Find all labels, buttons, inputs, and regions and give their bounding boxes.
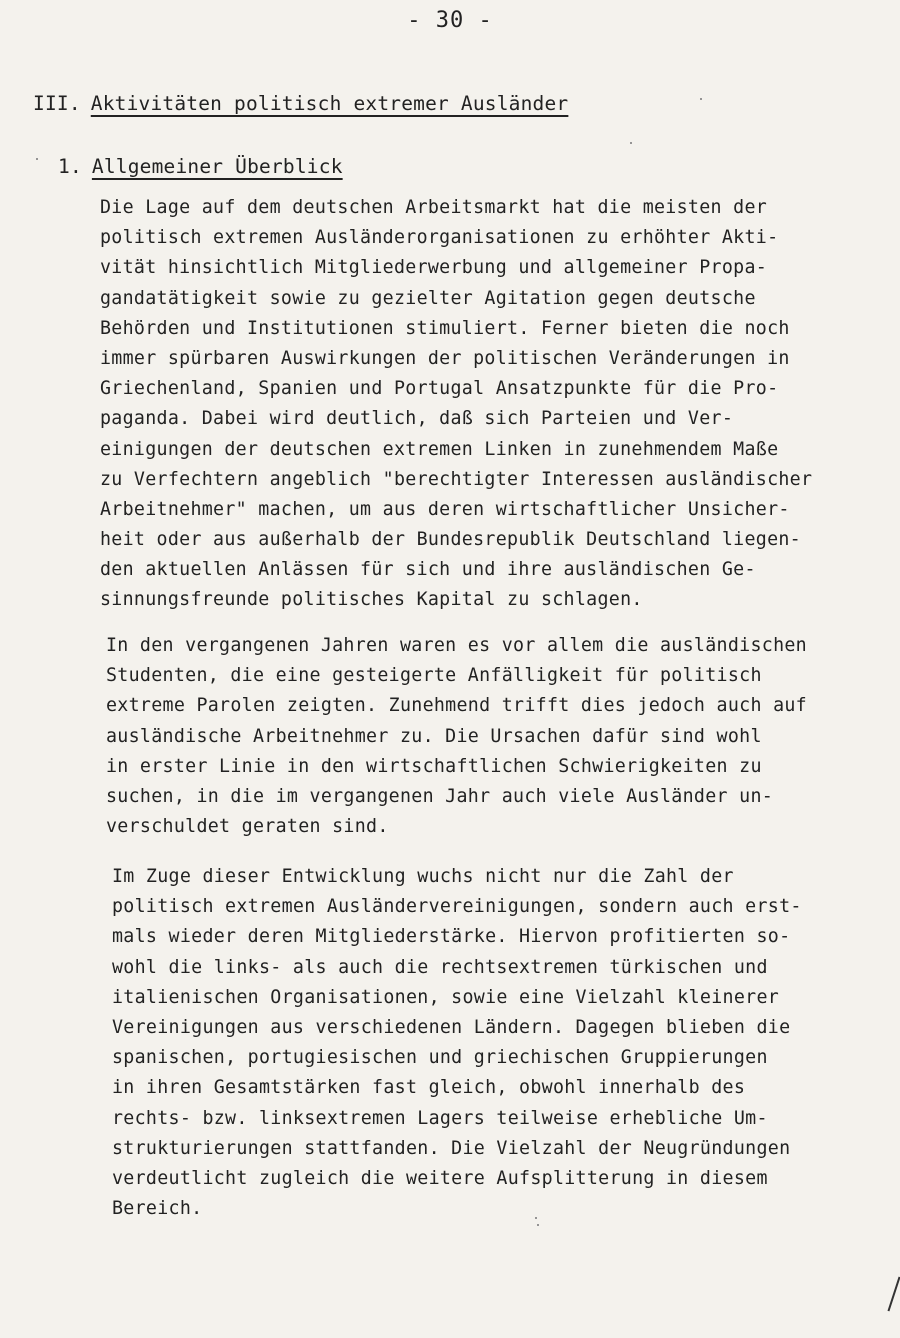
paragraph-line: vität hinsichtlich Mitgliederwerbung und allgemeiner Propa- [100, 257, 768, 279]
scan-speck [535, 1217, 537, 1219]
paragraph-line: Studenten, die eine gesteigerte Anfälligkeit für politisch [106, 665, 762, 687]
scan-speck [36, 158, 38, 160]
paragraph-line: in ihren Gesamtstärken fast gleich, obwohl innerhalb des [112, 1077, 746, 1099]
paragraph-line: Bereich. [112, 1198, 203, 1220]
paragraph-line: politisch extremen Ausländervereinigungen, sondern auch erst- [112, 896, 802, 918]
paragraph-line: Die Lage auf dem deutschen Arbeitsmarkt hat die meisten der [100, 197, 768, 218]
scan-speck [700, 98, 702, 100]
paragraph-line: ausländische Arbeitnehmer zu. Die Ursachen dafür sind wohl [106, 725, 762, 747]
paragraph-line: mals wieder deren Mitgliederstärke. Hiervon profitierten so- [112, 926, 791, 948]
subsection-heading [58, 155, 343, 178]
paragraph-line: sinnungsfreunde politisches Kapital zu schlagen. [100, 589, 643, 611]
section-number: III. [33, 92, 81, 115]
paragraph-line: In den vergangenen Jahren waren es vor allem die ausländischen [106, 635, 807, 656]
paragraph-3 [112, 862, 802, 1224]
subsection-number: 1. [58, 155, 82, 178]
paragraph-line: einigungen der deutschen extremen Linken in zunehmendem Maße [100, 438, 779, 460]
paragraph-line: Griechenland, Spanien und Portugal Ansatzpunkte für die Pro- [100, 378, 779, 400]
paragraph-line: rechts- bzw. linksextremen Lagers teilweise erhebliche Um- [112, 1107, 768, 1129]
subsection-title: Allgemeiner Überblick [91, 155, 343, 178]
paragraph-line: zu Verfechtern angeblich "berechtigter Interessen ausländischer [100, 468, 813, 490]
paragraph-line: politisch extremen Ausländerorganisationen zu erhöhter Akti- [100, 227, 779, 249]
paragraph-line: Vereinigungen aus verschiedenen Ländern. Dagegen blieben die [112, 1016, 791, 1038]
paragraph-line: immer spürbaren Auswirkungen der politischen Veränderungen in [100, 347, 790, 369]
paragraph-line: paganda. Dabei wird deutlich, daß sich Parteien und Ver- [100, 408, 734, 430]
paragraph-line: spanischen, portugiesischen und griechischen Gruppierungen [112, 1047, 768, 1069]
scan-speck [537, 1224, 539, 1226]
paragraph-1 [100, 193, 812, 616]
paragraph-line: Behörden und Institutionen stimuliert. Ferner bieten die noch [100, 317, 790, 339]
paragraph-line: heit oder aus außerhalb der Bundesrepublik Deutschland liegen- [100, 529, 801, 551]
pen-mark [887, 1277, 900, 1312]
paragraph-line: suchen, in die im vergangenen Jahr auch viele Ausländer un- [106, 785, 774, 807]
scan-speck [630, 142, 632, 144]
paragraph-line: verschuldet geraten sind. [106, 816, 389, 838]
paragraph-line: verdeutlicht zugleich die weitere Aufsplitterung in diesem [112, 1167, 768, 1189]
paragraph-line: Arbeitnehmer" machen, um aus deren wirtschaftlicher Unsicher- [100, 498, 790, 520]
paragraph-line: italienischen Organisationen, sowie eine Vielzahl kleinerer [112, 986, 780, 1008]
paragraph-line: gandatätigkeit sowie zu gezielter Agitation gegen deutsche [100, 287, 756, 309]
page-number: - 30 - [407, 8, 493, 33]
paragraph-line: den aktuellen Anlässen für sich und ihre ausländischen Ge- [100, 559, 756, 581]
section-title: Aktivitäten politisch extremer Ausländer [90, 92, 569, 115]
section-heading [33, 92, 568, 115]
paragraph-line: strukturierungen stattfanden. Die Vielzahl der Neugründungen [112, 1137, 791, 1159]
paragraph-line: in erster Linie in den wirtschaftlichen Schwierigkeiten zu [106, 755, 762, 777]
paragraph-line: wohl die links- als auch die rechtsextremen türkischen und [112, 956, 768, 978]
paragraph-line: extreme Parolen zeigten. Zunehmend trifft dies jedoch auch auf [106, 695, 807, 717]
paragraph-2 [106, 631, 807, 842]
paragraph-line: Im Zuge dieser Entwicklung wuchs nicht nur die Zahl der [112, 866, 734, 887]
